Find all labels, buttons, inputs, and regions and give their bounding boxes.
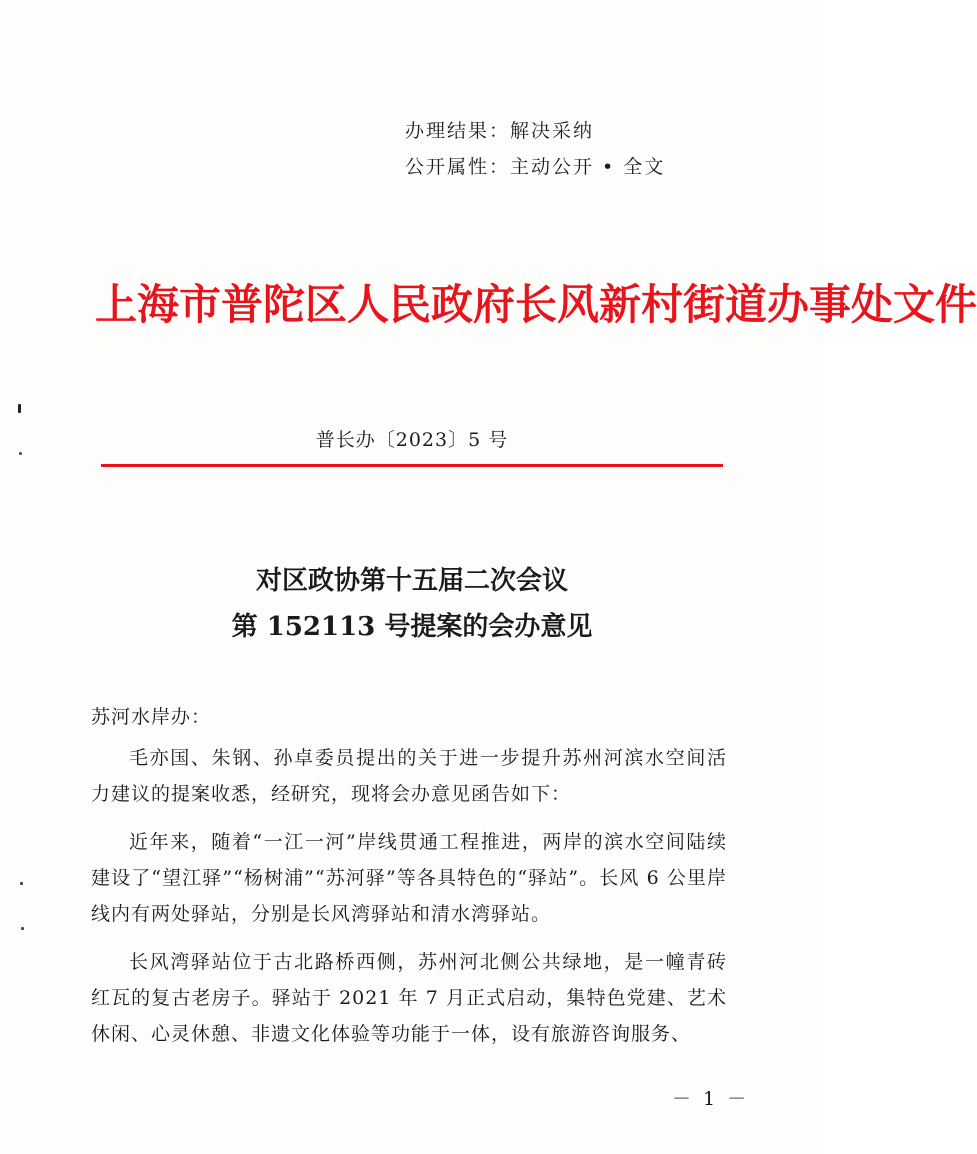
paragraph-text: 近年来，随着“一江一河”岸线贯通工程推进，两岸的滨水空间陆续建设了“望江驿”“杨树浦”“苏河驿”等各具特色的“驿站”。长风 6 公里岸线内有两处驿站，分别是长风湾驿站和清水湾驿站。 <box>91 831 727 925</box>
body-paragraph <box>91 944 727 1052</box>
scan-speck <box>20 882 23 885</box>
body-paragraph <box>91 824 727 932</box>
scan-speck <box>18 404 21 413</box>
scan-speck <box>21 927 24 930</box>
disclosure-attribute: 公开属性：主动公开 • 全文 <box>405 156 666 178</box>
body-paragraph <box>91 740 727 812</box>
red-separator-rule <box>101 464 723 467</box>
paragraph-text: 长风湾驿站位于古北路桥西侧，苏州河北侧公共绿地，是一幢青砖红瓦的复古老房子。驿站于 2021 年 7 月正式启动，集特色党建、艺术休闲、心灵休憩、非遗文化体验等功能于一体，设有旅游咨询服务、 <box>91 951 727 1045</box>
page-number: － 1 － <box>672 1088 750 1110</box>
salutation: 苏河水岸办： <box>91 706 212 728</box>
document-number: 普长办〔2023〕5 号 <box>315 429 509 451</box>
paragraph-text: 毛亦国、朱钢、孙卓委员提出的关于进一步提升苏州河滨水空间活力建议的提案收悉，经研究，现将会办意见函告如下： <box>91 747 727 805</box>
document-title-line-1: 对区政协第十五届二次会议 <box>255 566 568 596</box>
document-title-line-2: 第 152113 号提案的会办意见 <box>231 612 593 642</box>
red-masthead-title: 上海市普陀区人民政府长风新村街道办事处文件 <box>95 280 977 329</box>
handling-result: 办理结果：解决采纳 <box>405 120 595 142</box>
scan-speck <box>19 452 22 455</box>
